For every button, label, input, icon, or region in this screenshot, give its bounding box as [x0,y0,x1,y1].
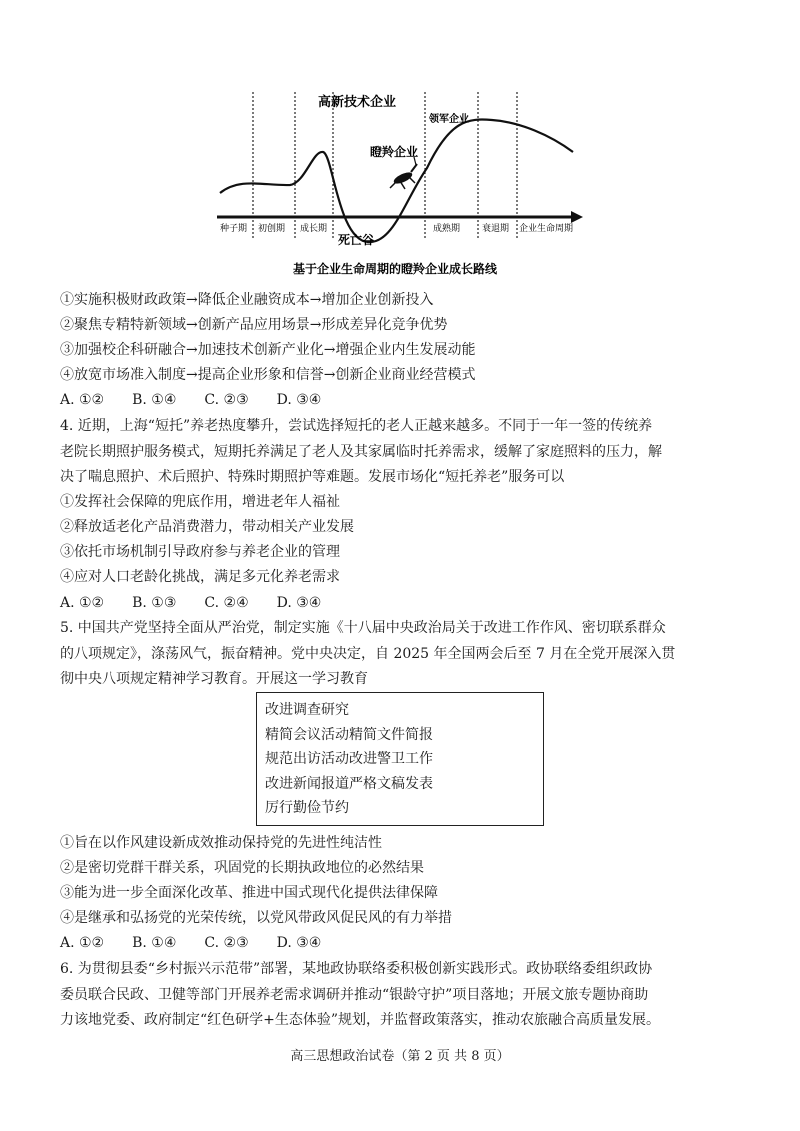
q5-box-item-4: 改进新闻报道严格文稿发表 [265,775,433,792]
q5-stem [60,616,720,693]
stage-label-startup: 初创期 [258,224,286,234]
q5-option-1: ①旨在以作风建设新成效推动保持党的先进性纯洁性 [60,835,382,851]
q3-option-2: ②聚焦专精特新领域→创新产品应用场景→形成差异化竞争优势 [60,317,448,333]
q5-box-item-5: 厉行勤俭节约 [265,800,349,816]
q3-option-1: ①实施积极财政政策→降低企业融资成本→增加企业创新投入 [60,292,434,308]
stage-label-growth: 成长期 [300,224,328,234]
stage-labels [220,222,573,234]
q5-option-4: ④是继承和弘扬党的光荣传统，以党风带政风促民风的有力举措 [60,910,452,926]
q3-answers: A. ①② B. ①④ C. ②③ D. ③④ [60,392,322,408]
stage-label-lifecycle: 企业生命周期 [519,224,574,234]
q6-stem-line-3: 力该地党委、政府制定“红色研学+生态体验”规划，并监督政策落实，推动农旅融合高质量发展。 [60,1012,661,1028]
q5-rules-box [256,692,544,826]
stage-label-decline: 衰退期 [482,224,510,234]
q6-stem-line-1: 6. 为贯彻县委“乡村振兴示范带”部署，某地政协联络委积极创新实践形式。政协联络委组织政协 [60,961,653,977]
q4-option-3: ③依托市场机制引导政府参与养老企业的管理 [60,544,340,560]
valley-label: 死亡谷 [338,233,375,247]
growth-path-chart [205,80,600,280]
growth-path-figure [205,80,600,280]
gazelle-icon [390,157,417,189]
page-footer: 高三思想政治试卷（第 2 页 共 8 页） [290,1049,510,1064]
gazelle-label: 瞪羚企业 [370,145,419,159]
q5-stem-line-3: 彻中央八项规定精神学习教育。开展这一学习教育 [60,671,368,687]
stage-label-mature: 成熟期 [433,224,461,234]
q4-option-4: ④应对人口老龄化挑战，满足多元化养老需求 [60,569,340,585]
q4-stem [60,414,720,491]
q4-option-2: ②释放适老化产品消费潜力，带动相关产业发展 [60,519,354,535]
q6-stem-line-2: 委员联合民政、卫健等部门开展养老需求调研并推动“银龄守护”项目落地；开展文旅专题协商助 [60,986,649,1003]
q5-option-3: ③能为进一步全面深化改革、推进中国式现代化提供法律保障 [60,885,438,901]
q5-stem-line-1: 5. 中国共产党坚持全面从严治党，制定实施《十八届中央政治局关于改进工作作风、密切联系群众 [60,620,666,636]
q4-stem-line-3: 决了喘息照护、术后照护、特殊时期照护等难题。发展市场化“短托养老”服务可以 [60,469,565,485]
q5-option-2: ②是密切党群干群关系，巩固党的长期执政地位的必然结果 [60,860,424,876]
stage-label-seed: 种子期 [220,224,248,234]
q6-stem [60,957,720,1034]
q5-box-item-1: 改进调查研究 [265,702,349,718]
q3-option-3: ③加强校企科研融合→加速技术创新产业化→增强企业内生发展动能 [60,342,476,358]
q4-option-1: ①发挥社会保障的兜底作用，增进老年人福祉 [60,494,340,510]
q4-stem-line-2: 老院长期照护服务模式，短期托养满足了老人及其家属临时托养需求，缓解了家庭照料的压力，解 [60,443,662,460]
q5-box-item-2: 精简会议活动精简文件简报 [265,726,433,743]
peak-label: 领军企业 [429,114,469,125]
figure-title: 高新技术企业 [318,95,397,110]
q3-option-4: ④放宽市场准入制度→提高企业形象和信誉→创新企业商业经营模式 [60,367,476,383]
figure-caption: 基于企业生命周期的瞪羚企业成长路线 [293,262,498,276]
q4-stem-line-1: 4. 近期，上海“短托”养老热度攀升，尝试选择短托的老人正越来越多。不同于一年一签的传统养 [60,418,653,434]
q5-answers: A. ①② B. ①④ C. ②③ D. ③④ [60,935,322,951]
q5-stem-line-2: 的八项规定》，涤荡风气，振奋精神。党中央决定，自 2025 年全国两会后至 7 月在全党开展深入贯 [60,645,676,662]
q5-box-item-3: 规范出访活动改进警卫工作 [265,751,433,767]
axis-arrow-icon [571,211,583,223]
q4-answers: A. ①② B. ①③ C. ②④ D. ③④ [60,595,322,611]
